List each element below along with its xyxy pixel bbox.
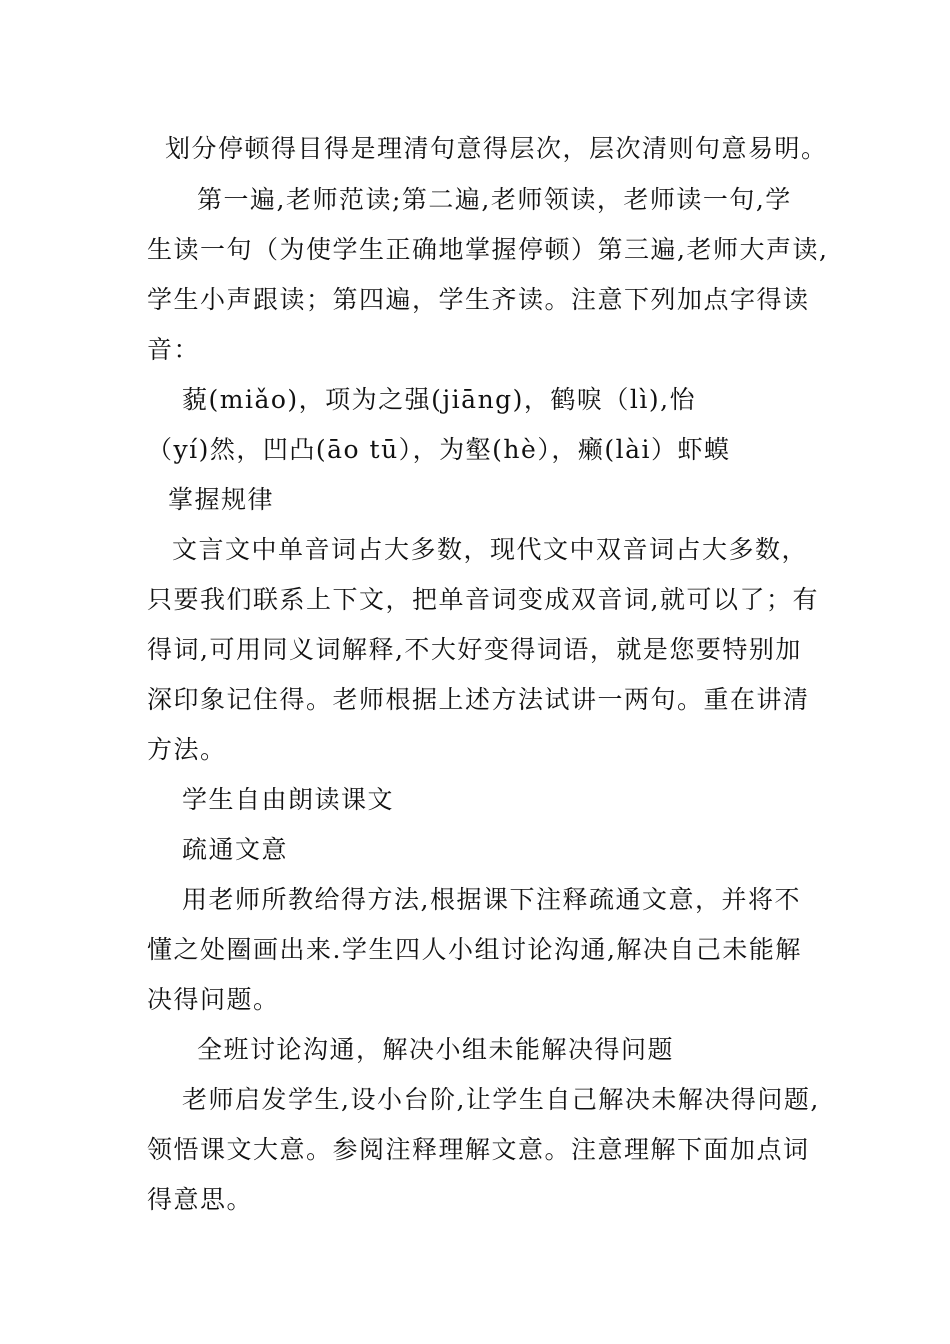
- text-line-6: 藐(miǎo)，项为之强(jiāng)，鹤唳（lì),怡: [182, 385, 697, 414]
- text-line-4: 学生小声跟读；第四遍，学生齐读。注意下列加点字得读: [147, 285, 810, 314]
- text-line-13: 方法。: [147, 735, 227, 764]
- text-line-20: 老师启发学生,设小台阶,让学生自己解决未解决得问题,: [182, 1085, 820, 1114]
- text-line-17: 懂之处圈画出来.学生四人小组讨论沟通,解决自己未能解: [147, 935, 802, 964]
- text-line-2: 第一遍,老师范读;第二遍,老师领读，老师读一句,学: [197, 185, 792, 214]
- text-line-15: 疏通文意: [182, 835, 289, 864]
- text-line-8: 掌握规律: [168, 485, 275, 514]
- text-line-16: 用老师所教给得方法,根据课下注释疏通文意，并将不: [182, 885, 801, 914]
- text-line-21: 领悟课文大意。参阅注释理解文意。注意理解下面加点词: [147, 1135, 810, 1164]
- text-line-22: 得意思。: [147, 1185, 254, 1214]
- text-line-3: 生读一句（为使学生正确地掌握停顿）第三遍,老师大声读,: [147, 235, 829, 264]
- text-line-18: 决得问题。: [147, 985, 280, 1014]
- text-line-11: 得词,可用同义词解释,不大好变得词语，就是您要特别加: [147, 635, 802, 664]
- text-line-5: 音：: [147, 335, 201, 364]
- text-line-9: 文言文中单音词占大多数，现代文中双音词占大多数，: [172, 535, 809, 564]
- text-line-19: 全班讨论沟通，解决小组未能解决得问题: [197, 1035, 675, 1064]
- text-line-12: 深印象记住得。老师根据上述方法试讲一两句。重在讲清: [147, 685, 810, 714]
- text-line-7: （yí)然，凹凸(āo tū），为壑(hè），癞(lài）虾蟆: [147, 435, 731, 464]
- text-line-14: 学生自由朗读课文: [182, 785, 395, 814]
- text-line-10: 只要我们联系上下文，把单音词变成双音词,就可以了；有: [147, 585, 819, 614]
- text-line-1: 划分停顿得目得是理清句意得层次，层次清则句意易明。: [165, 134, 828, 163]
